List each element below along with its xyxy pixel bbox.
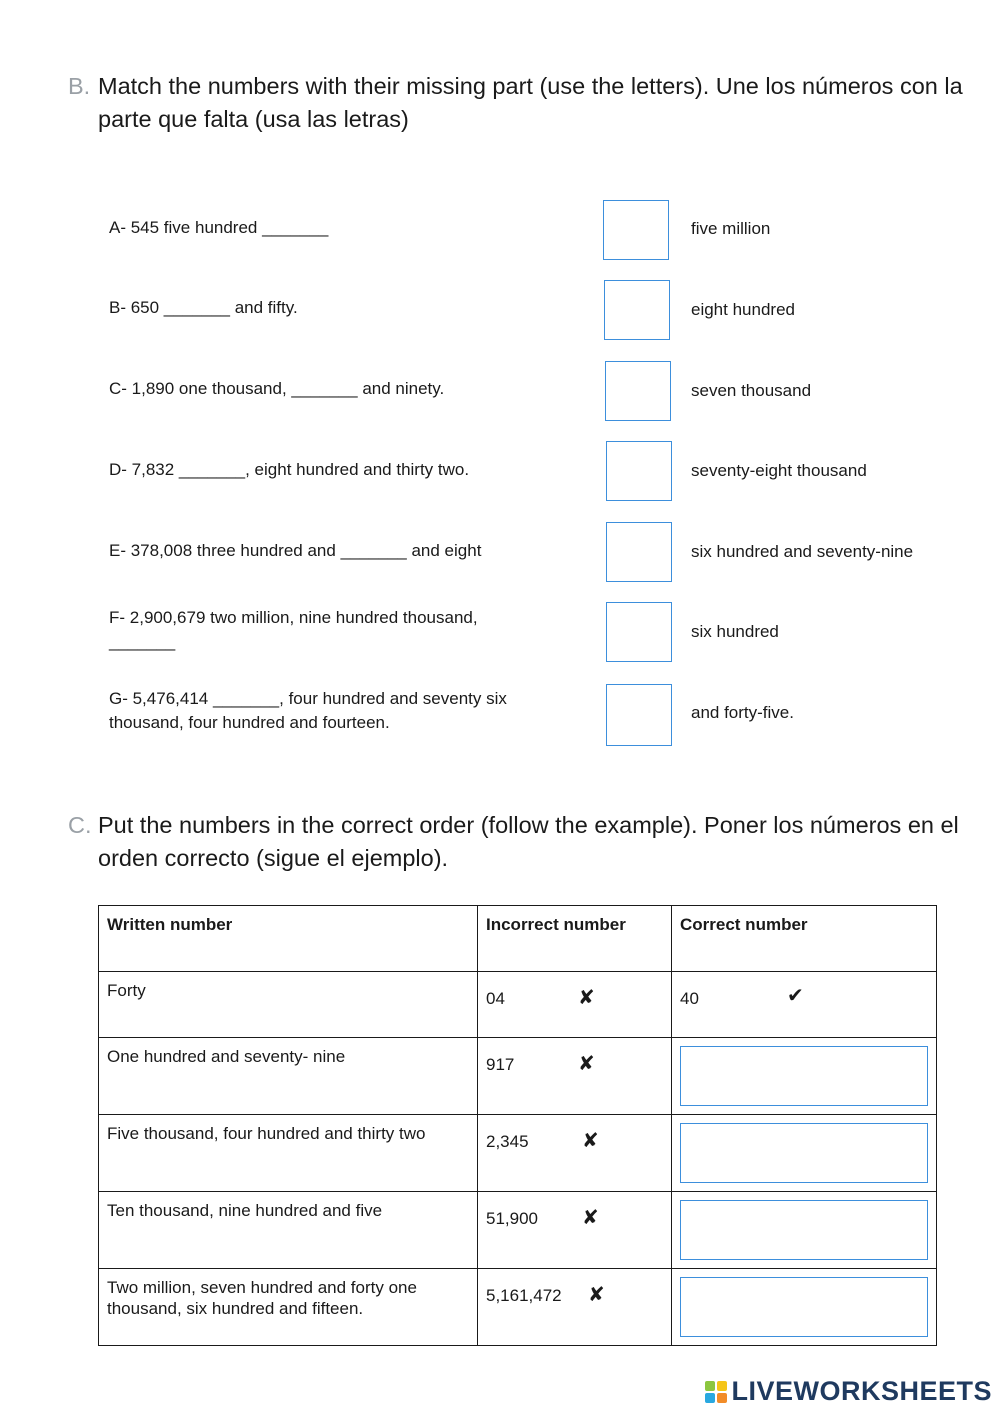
liveworksheets-logo [705, 1376, 992, 1407]
header-written-number: Written number [99, 906, 478, 972]
match-input-4[interactable] [606, 441, 672, 501]
written-number-cell: Forty [99, 972, 478, 1038]
header-incorrect-number: Incorrect number [478, 906, 672, 972]
order-table [98, 905, 937, 1346]
cross-icon: ✘ [582, 1207, 599, 1229]
correct-number-input-4[interactable] [680, 1277, 928, 1337]
match-input-5[interactable] [606, 522, 672, 582]
table-row [99, 1269, 937, 1346]
correct-number-input-1[interactable] [680, 1046, 928, 1106]
table-row [99, 1115, 937, 1192]
table-header-row [99, 906, 937, 972]
table-row [99, 1192, 937, 1269]
correct-number-cell [672, 972, 937, 1038]
correct-number-cell [672, 1115, 937, 1192]
correct-number-cell [672, 1269, 937, 1346]
option-4: seventy-eight thousand [691, 461, 867, 480]
incorrect-number: 5,161,472 [486, 1286, 562, 1305]
option-6: six hundred [691, 622, 779, 641]
written-number-cell: One hundred and seventy- nine [99, 1038, 478, 1115]
incorrect-number-cell [478, 972, 672, 1038]
section-b-heading [68, 70, 968, 136]
section-c-heading [68, 809, 968, 875]
option-5: six hundred and seventy-nine [691, 542, 914, 561]
cross-icon: ✘ [588, 1284, 605, 1306]
correct-number-input-2[interactable] [680, 1123, 928, 1183]
incorrect-number-cell [478, 1115, 672, 1192]
correct-number-input-3[interactable] [680, 1200, 928, 1260]
section-c-instruction: Put the numbers in the correct order (follow the example). Poner los números en el orden correcto (sigue el ejemplo). [98, 812, 959, 871]
question-f: F- 2,900,679 two million, nine hundred thousand, _______ [109, 608, 478, 651]
question-e: E- 378,008 three hundred and _______ and eight [109, 541, 482, 560]
logo-icon [705, 1381, 727, 1403]
logo-text: LIVEWORKSHEETS [731, 1376, 992, 1406]
table-row-example [99, 972, 937, 1038]
question-a: A- 545 five hundred _______ [109, 218, 329, 237]
match-input-6[interactable] [606, 602, 672, 662]
incorrect-number: 2,345 [486, 1132, 529, 1151]
option-7: and forty-five. [691, 703, 794, 722]
match-input-3[interactable] [605, 361, 671, 421]
written-number-cell: Ten thousand, nine hundred and five [99, 1192, 478, 1269]
cross-icon: ✘ [578, 987, 595, 1009]
match-input-7[interactable] [606, 684, 672, 746]
incorrect-number-cell [478, 1269, 672, 1346]
section-c-letter: C. [68, 812, 92, 838]
section-b-letter: B. [68, 73, 91, 99]
incorrect-number-cell [478, 1192, 672, 1269]
question-d: D- 7,832 _______, eight hundred and thirty two. [109, 460, 470, 479]
cross-icon: ✘ [578, 1053, 595, 1075]
table-row [99, 1038, 937, 1115]
written-number-cell: Two million, seven hundred and forty one thousand, six hundred and fifteen. [99, 1269, 478, 1346]
incorrect-number: 04 [486, 989, 505, 1008]
header-correct-number: Correct number [672, 906, 937, 972]
correct-number-cell [672, 1192, 937, 1269]
check-icon: ✔ [787, 985, 804, 1007]
option-2: eight hundred [691, 300, 795, 319]
cross-icon: ✘ [582, 1130, 599, 1152]
question-c: C- 1,890 one thousand, _______ and ninety. [109, 379, 445, 398]
match-input-1[interactable] [603, 200, 669, 260]
correct-number-cell [672, 1038, 937, 1115]
match-input-2[interactable] [604, 280, 670, 340]
option-3: seven thousand [691, 381, 812, 400]
option-1: five million [691, 219, 771, 238]
question-b: B- 650 _______ and fifty. [109, 298, 298, 317]
written-number-cell: Five thousand, four hundred and thirty two [99, 1115, 478, 1192]
incorrect-number: 917 [486, 1055, 515, 1074]
section-b-instruction: Match the numbers with their missing part (use the letters). Une los números con la parte que falta (usa las letras) [98, 73, 963, 132]
incorrect-number-cell [478, 1038, 672, 1115]
correct-number: 40 [680, 989, 699, 1008]
question-g: G- 5,476,414 _______, four hundred and seventy six thousand, four hundred and fourteen. [109, 689, 507, 732]
incorrect-number: 51,900 [486, 1209, 538, 1228]
